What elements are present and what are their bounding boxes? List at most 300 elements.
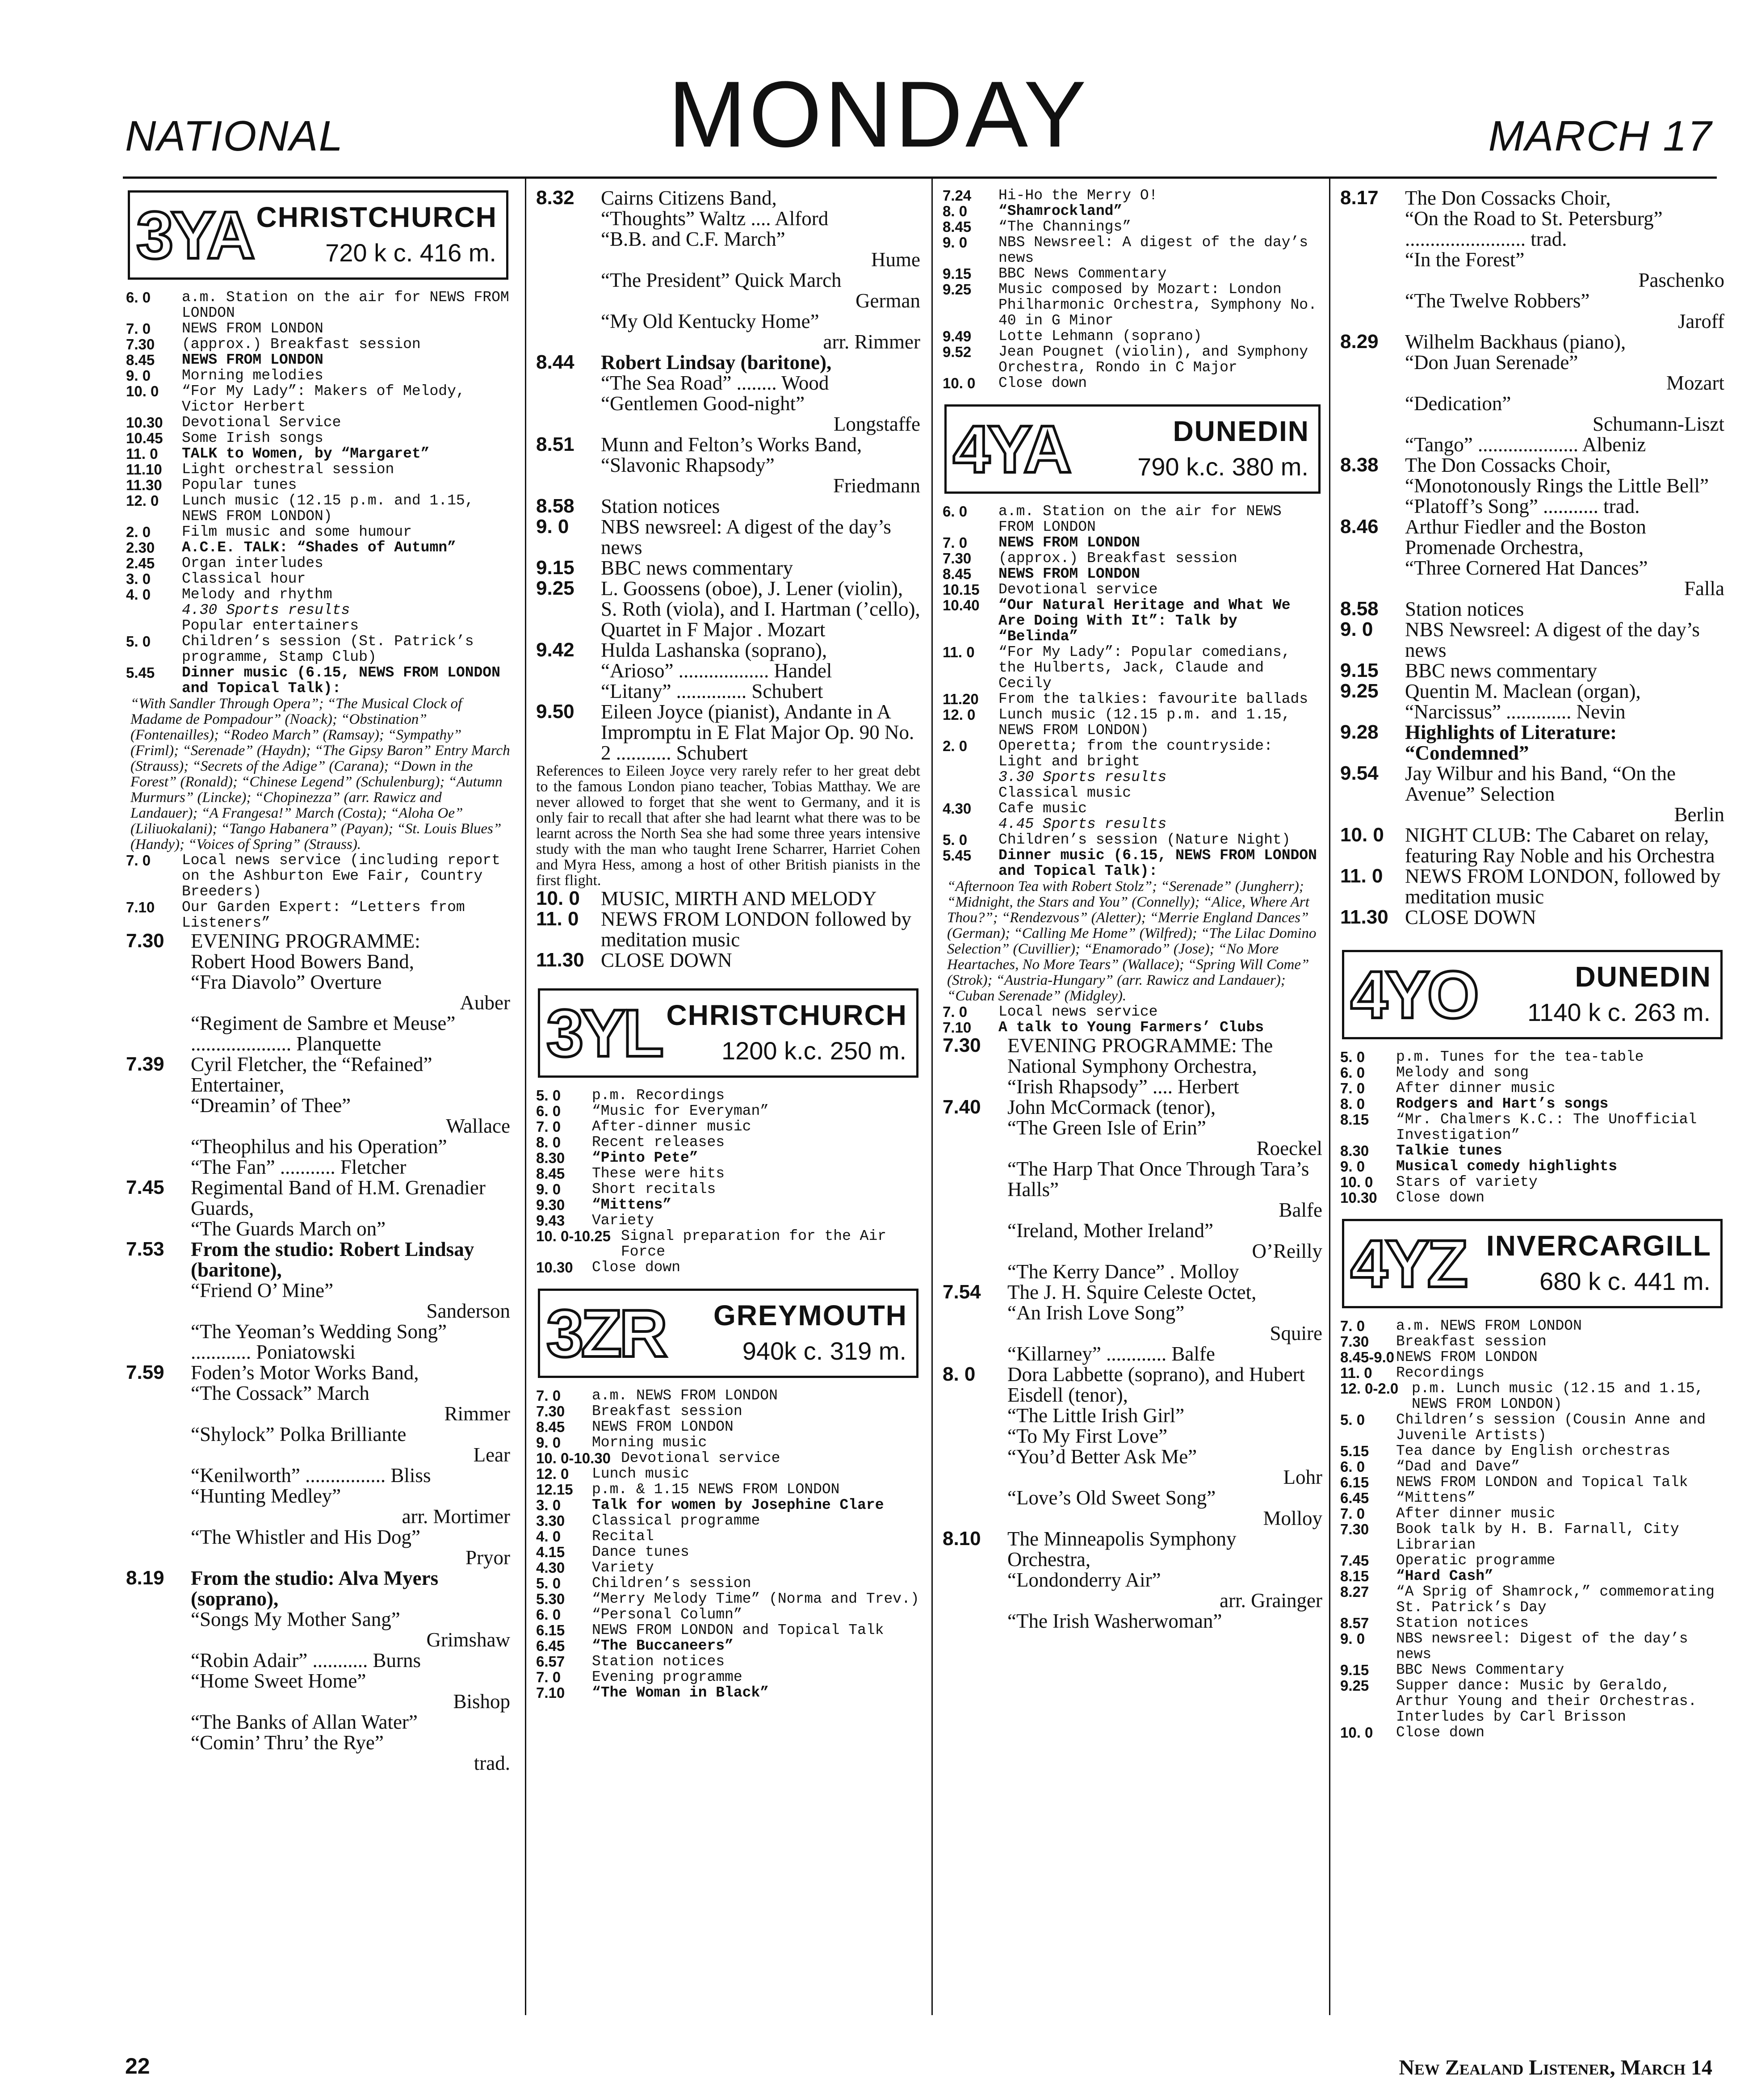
- column-2: [536, 188, 920, 2015]
- programme-item: [1340, 907, 1724, 928]
- programme-item: [536, 434, 920, 455]
- listing-text: Breakfast session: [1396, 1333, 1547, 1350]
- listing-text: 6. 0: [943, 503, 968, 520]
- listing-text: 7. 0: [1340, 1318, 1365, 1334]
- listing-text: 7. 0: [536, 1387, 561, 1404]
- listing-text: 4.30: [943, 800, 972, 817]
- listing-text: Film music and some humour: [182, 524, 412, 540]
- listing-text: Classical music: [998, 785, 1132, 801]
- listing-text: 7.30: [943, 1034, 981, 1056]
- programme-item: [126, 1177, 510, 1218]
- listing-text: 9.25: [943, 281, 972, 298]
- listing-text: 7.30: [536, 1403, 565, 1420]
- listing-text: “You’d Better Ask Me”: [1007, 1445, 1197, 1468]
- listing-text: 8.45: [536, 1165, 565, 1182]
- listing-text: 9.30: [536, 1197, 565, 1213]
- listing-text: Regimental Band of H.M. Grenadier Guards,: [191, 1176, 486, 1219]
- listing-text: “The Harp That Once Through Tara’s Halls”: [1007, 1158, 1309, 1201]
- listing: [536, 1669, 920, 1685]
- listing-text: “The President” Quick March: [601, 269, 842, 291]
- listing-text: “Theophilus and his Operation”: [191, 1135, 447, 1158]
- listing-text: 8.57: [1340, 1615, 1369, 1631]
- listing: [126, 634, 510, 665]
- listing-text: Our Garden Expert: “Letters from Listeners”: [182, 899, 465, 931]
- listing-text: 7.10: [126, 899, 155, 916]
- listing-text: 8.10: [943, 1528, 981, 1550]
- listing-text: 7.30: [126, 930, 164, 952]
- listing-text: Cafe music: [998, 800, 1087, 817]
- station-box-3ya: [128, 190, 508, 280]
- page-number: 22: [125, 2054, 150, 2079]
- listing-text: 9. 0: [126, 367, 151, 384]
- station-frequency: 1140 k c. 263 m.: [1527, 998, 1711, 1026]
- listing-text: “The Fan” ........... Fletcher: [191, 1156, 407, 1178]
- listing-text: 9.25: [1340, 1677, 1369, 1694]
- station-box-4ya: [944, 404, 1321, 494]
- listing-text: 9.15: [943, 265, 972, 282]
- listing-text: 7. 0: [536, 1669, 561, 1685]
- publication-footer: New Zealand Listener, March 14: [1399, 2056, 1712, 2079]
- listing: [943, 1020, 1322, 1035]
- listing-text: Morning melodies: [182, 367, 323, 384]
- listing: [943, 235, 1322, 266]
- listing-text: “Irish Rhapsody” .... Herbert: [1007, 1075, 1239, 1098]
- listing-text: The Don Cossacks Choir,: [1405, 188, 1611, 209]
- listing-text: arr. Rimmer: [823, 331, 920, 353]
- listing: [1340, 1725, 1724, 1740]
- listing-text: 9. 0: [1340, 1158, 1365, 1175]
- listing-text: German: [855, 290, 920, 312]
- programme-item: [1340, 866, 1724, 907]
- programme-item: [943, 1529, 1322, 1570]
- listing: [943, 1004, 1322, 1020]
- dinner-music-list: “Afternoon Tea with Robert Stolz”; “Serenade” (Jungherr); “Midnight, the Stars and You” (Connelly); “Alice, Where Art Thou?”; “Rendezvous” (Aletter); “Merrie England Dances” (German); “Calling Me Home” (Wilfred); “The Lilac Domino Selection” (Cuvillier); “Enamorado” (Jose); “No More Heartaches, No More Tears” (Wallace); “Spring Will Come” (Strok); “Austria-Hungary” (arr. Rawicz and Landauer); “Cuban Serenade” (Midgley).: [947, 878, 1317, 1004]
- listing-note: [126, 618, 510, 634]
- listing-text: NEWS FROM LONDON: [182, 320, 323, 337]
- listing-text: 7. 0: [1340, 1080, 1365, 1096]
- listing: [943, 801, 1322, 816]
- listing-text: arr. Grainger: [1220, 1589, 1322, 1612]
- listing-text: 9.15: [536, 557, 574, 579]
- listing-text: 8.45-9.0: [1340, 1349, 1395, 1365]
- listing: [126, 352, 510, 368]
- listing-text: NEWS FROM LONDON: [1396, 1349, 1538, 1365]
- listing-text: “Merry Melody Time” (Norma and Trev.): [592, 1591, 919, 1607]
- listing: [1340, 1143, 1724, 1159]
- listing: [126, 853, 510, 899]
- station-call-sign: 3ZR: [546, 1296, 665, 1371]
- listing-text: 9. 0: [1340, 618, 1373, 640]
- listing-text: 6.45: [536, 1638, 565, 1654]
- listing-text: EVENING PROGRAMME: The National Symphony Orchestra,: [1007, 1034, 1273, 1077]
- listing: [1340, 1412, 1724, 1443]
- listing-text: 9.50: [536, 701, 574, 722]
- listing: [536, 1450, 920, 1466]
- listing-text: “Kenilworth” ................ Bliss: [191, 1464, 431, 1487]
- programme-item: [943, 1097, 1322, 1117]
- station-city: GREYMOUTH: [713, 1299, 907, 1331]
- reference-note: References to Eileen Joyce very rarely refer to her great debt to the famous London piano teacher, Tobias Matthay. We are never allowed to forget that she went to Germany, and it is only fair to recall that after she had learnt what there was to be learnt across the North Sea she had some three years intensive study with the man who taught Irene Scharrer, Harriet Cohen and Myra Hess, among a host of other British pianists in the first flight.: [536, 763, 920, 889]
- listing-text: 8.30: [536, 1150, 565, 1166]
- listing-text: 11. 0: [126, 445, 158, 462]
- listing: [536, 1197, 920, 1213]
- day-title: MONDAY: [668, 62, 1089, 167]
- listing-text: “Three Cornered Hat Dances”: [1405, 557, 1648, 579]
- listing-text: O’Reilly: [1252, 1240, 1322, 1262]
- listing-text: Foden’s Motor Works Band,: [191, 1361, 419, 1384]
- listing-text: 7.10: [943, 1019, 972, 1036]
- listing-note: [126, 602, 510, 618]
- listing-text: “Friend O’ Mine”: [191, 1279, 334, 1302]
- listing-text: Signal preparation for the Air Force: [621, 1228, 887, 1260]
- listing-text: 9.28: [1340, 721, 1379, 743]
- listing: [943, 550, 1322, 566]
- listing: [536, 1513, 920, 1529]
- listing-text: “Mr. Chalmers K.C.: The Unofficial Investigation”: [1396, 1111, 1697, 1143]
- listing: [126, 321, 510, 336]
- listing-text: 5. 0: [943, 832, 968, 848]
- programme-item: [943, 1364, 1322, 1405]
- listing-text: “Gentlemen Good-night”: [601, 392, 805, 415]
- listing-text: Impromptu in E Flat Major Op. 90 No. 2 ........... Schubert: [601, 721, 914, 764]
- listing-text: 8.45: [943, 566, 972, 582]
- listing-text: Hume: [871, 248, 920, 271]
- listing-text: 11.30: [536, 949, 584, 971]
- listing-text: 7.10: [536, 1684, 565, 1701]
- listing-text: 10.40: [943, 597, 980, 613]
- listing-text: Quentin M. Maclean (organ),: [1405, 680, 1641, 702]
- listing-text: “Love’s Old Sweet Song”: [1007, 1487, 1216, 1509]
- listing-text: Jaroff: [1677, 310, 1724, 332]
- listing-text: 5.15: [1340, 1443, 1369, 1459]
- listing-text: 6.45: [1340, 1490, 1369, 1506]
- listing-text: Devotional service: [998, 581, 1158, 598]
- listing-text: 8. 0: [943, 203, 968, 219]
- listing-text: “Shylock” Polka Brilliante: [191, 1423, 407, 1445]
- listing-text: “Londonderry Air”: [1007, 1569, 1161, 1591]
- listing-text: 8.58: [536, 495, 574, 517]
- listing-text: 8.38: [1340, 454, 1379, 476]
- listing-text: 4. 0: [126, 586, 151, 603]
- listing-text: Breakfast session: [592, 1403, 742, 1420]
- listing-text: “My Old Kentucky Home”: [601, 310, 819, 332]
- listing: [1340, 1568, 1724, 1584]
- listing: [1340, 1506, 1724, 1521]
- listing: [1340, 1365, 1724, 1381]
- listing-text: 7.24: [943, 188, 972, 204]
- listing-text: Eileen Joyce (pianist), Andante in A: [601, 701, 891, 723]
- programme-item: [1340, 681, 1724, 701]
- date-label: MARCH 17: [1488, 112, 1712, 160]
- listing: [536, 1228, 920, 1260]
- listing-text: 8.32: [536, 188, 574, 209]
- listing-text: 9.25: [1340, 680, 1379, 702]
- listing-note: [943, 785, 1322, 801]
- listing-text: 11.30: [1340, 906, 1388, 928]
- station-city: CHRISTCHURCH: [256, 201, 497, 233]
- station-box-4yz: [1342, 1219, 1723, 1308]
- listing-text: (approx.) Breakfast session: [998, 550, 1237, 567]
- listing-text: 8.15: [1340, 1568, 1369, 1584]
- listing-text: 7.40: [943, 1096, 981, 1118]
- programme-item: [536, 950, 920, 970]
- listing-text: 10. 0: [943, 375, 976, 391]
- programme-item: [943, 1282, 1322, 1302]
- listing-text: Roeckel: [1256, 1137, 1322, 1159]
- listing: [943, 266, 1322, 281]
- listing: [126, 368, 510, 383]
- listing-text: A.C.E. TALK: “Shades of Autumn”: [182, 539, 456, 556]
- listing: [536, 1388, 920, 1403]
- listing: [943, 738, 1322, 769]
- column-divider: [1329, 179, 1330, 2015]
- listing-text: “Dreamin’ of Thee”: [191, 1094, 351, 1117]
- programme-item: [126, 1362, 510, 1383]
- listing-text: “Mittens”: [592, 1197, 672, 1213]
- listing-text: 4.15: [536, 1544, 565, 1560]
- listing: [126, 336, 510, 352]
- listing: [943, 188, 1322, 203]
- listing-text: EVENING PROGRAMME:: [191, 930, 420, 952]
- listing: [943, 535, 1322, 550]
- listing-text: Cyril Fletcher, the “Refained” Entertainer,: [191, 1053, 432, 1096]
- listing-text: Robert Hood Bowers Band,: [191, 950, 414, 973]
- station-city: CHRISTCHURCH: [666, 999, 907, 1031]
- listing-text: 9. 0: [536, 1181, 561, 1197]
- listing-text: 6.15: [536, 1622, 565, 1638]
- listing-text: 3. 0: [126, 571, 151, 587]
- listing-text: 8.30: [1340, 1142, 1369, 1159]
- listing: [1340, 1678, 1724, 1725]
- listing-text: 4. 0: [536, 1528, 561, 1545]
- listing-text: 5. 0: [1340, 1049, 1365, 1065]
- listing-text: Book talk by H. B. Farnall, City Librarian: [1396, 1521, 1679, 1553]
- listing-text: 8.27: [1340, 1583, 1369, 1600]
- listing-text: “Dedication”: [1405, 392, 1511, 415]
- listing-text: “Mittens”: [1396, 1490, 1476, 1506]
- listing-text: “Hard Cash”: [1396, 1568, 1493, 1584]
- listing: [1340, 1631, 1724, 1662]
- listing-text: Jay Wilbur and his Band, “On the Avenue” Selection: [1405, 762, 1676, 805]
- listing-text: 6. 0: [1340, 1458, 1365, 1475]
- listing-text: Melody and song: [1396, 1064, 1529, 1081]
- programme-item: [1340, 660, 1724, 681]
- listing-text: 7. 0: [943, 1004, 968, 1020]
- listing-text: 9.42: [536, 639, 574, 661]
- programme-item: [536, 578, 920, 640]
- listing-text: Rimmer: [444, 1403, 510, 1425]
- listing: [943, 375, 1322, 391]
- programme-item: [536, 558, 920, 578]
- listing-text: “Robin Adair” ........... Burns: [191, 1649, 421, 1672]
- listing: [943, 344, 1322, 375]
- listing-text: Dance tunes: [592, 1544, 689, 1560]
- programme-item: [126, 1239, 510, 1280]
- listing-text: Children’s session: [592, 1575, 751, 1592]
- listing-text: 5. 0: [536, 1575, 561, 1592]
- listing-text: Auber: [460, 991, 510, 1014]
- listing: [536, 1622, 920, 1638]
- listing-text: 10.30: [126, 414, 163, 431]
- listing-text: Schumann-Liszt: [1593, 413, 1724, 435]
- listing-text: Station notices: [1405, 598, 1524, 620]
- station-frequency: 940k c. 319 m.: [742, 1337, 906, 1365]
- listing-text: Variety: [592, 1212, 654, 1229]
- listing: [1340, 1112, 1724, 1143]
- listing-text: “In the Forest”: [1405, 248, 1525, 271]
- listing: [126, 899, 510, 931]
- listing-text: 8.51: [536, 433, 574, 455]
- listing-text: 6. 0: [1340, 1064, 1365, 1081]
- listing-text: 11. 0: [943, 644, 975, 660]
- programme-item: [536, 352, 920, 373]
- listing-text: 7.53: [126, 1238, 164, 1260]
- listing-text: The J. H. Squire Celeste Octet,: [1007, 1281, 1257, 1303]
- listing-text: 11.20: [943, 691, 979, 707]
- programme-item: [1340, 619, 1724, 660]
- listing-text: After dinner music: [1396, 1080, 1556, 1096]
- listing-text: Light orchestral session: [182, 461, 394, 478]
- listing-text: “The Whistler and His Dog”: [191, 1526, 421, 1548]
- listing-text: 4.30 Sports results: [182, 602, 350, 618]
- listing-text: a.m. Station on the air for NEWS FROM LONDON: [182, 289, 509, 321]
- listing-text: “Fra Diavolo” Overture: [191, 971, 382, 993]
- listing-text: Recital: [592, 1528, 654, 1545]
- listing: [1340, 1553, 1724, 1568]
- listing: [536, 1088, 920, 1103]
- listing-text: “The Cossack” March: [191, 1382, 369, 1404]
- listing-text: 9.25: [536, 577, 574, 599]
- programme-item: [126, 931, 510, 951]
- listing: [943, 848, 1322, 879]
- station-call-sign: 4YA: [953, 412, 1069, 487]
- listing-text: From the talkies: favourite ballads: [998, 691, 1308, 707]
- programme-item: [1340, 763, 1724, 804]
- listing-text: “Killarney” ............ Balfe: [1007, 1343, 1215, 1365]
- listing-text: NEWS FROM LONDON followed by meditation music: [601, 908, 911, 951]
- listing: [943, 582, 1322, 597]
- listing-text: 11.30: [126, 477, 162, 493]
- listing-text: Operatic programme: [1396, 1552, 1556, 1569]
- listing: [126, 571, 510, 587]
- listing-text: 12. 0: [943, 706, 976, 723]
- listing-text: NBS Newsreel: A digest of the day’s news: [1405, 618, 1700, 661]
- listing-text: Classical hour: [182, 571, 306, 587]
- listing-text: Supper dance: Music by Geraldo, Arthur Young and their Orchestras. Interludes by Carl Brisson: [1396, 1677, 1697, 1725]
- listing-text: Close down: [1396, 1189, 1485, 1206]
- listing-text: “A Sprig of Shamrock,” commemorating St. Patrick’s Day: [1396, 1583, 1715, 1616]
- station-frequency: 790 k.c. 380 m.: [1137, 453, 1308, 481]
- listing-text: 8.29: [1340, 331, 1379, 353]
- listing-text: 3. 0: [536, 1497, 561, 1513]
- listing: [1340, 1443, 1724, 1459]
- listing: [1340, 1318, 1724, 1334]
- listing-text: “Personal Column”: [592, 1606, 742, 1623]
- listing-text: Tea dance by English orchestras: [1396, 1443, 1670, 1459]
- listing-text: “Dad and Dave”: [1396, 1458, 1520, 1475]
- listing-text: 5. 0: [536, 1087, 561, 1104]
- listing-text: Organ interludes: [182, 555, 323, 571]
- listing-text: Arthur Fiedler and the Boston Promenade Orchestra,: [1405, 516, 1646, 559]
- listing-text: 7.59: [126, 1361, 164, 1383]
- listing-text: Dinner music (6.15, NEWS FROM LONDON and Topical Talk):: [998, 847, 1317, 879]
- listing-text: After dinner music: [1396, 1505, 1556, 1522]
- listing: [536, 1685, 920, 1701]
- listing-text: “The Sea Road” ........ Wood: [601, 372, 829, 394]
- listing-text: From the studio: Robert Lindsay (baritone),: [191, 1238, 474, 1281]
- listing-text: NEWS FROM LONDON, followed by meditation music: [1405, 865, 1721, 908]
- listing-text: 9. 0: [536, 1434, 561, 1451]
- listing: [126, 477, 510, 493]
- listing-text: 5.45: [126, 664, 155, 681]
- listing: [126, 524, 510, 540]
- listing-text: 7. 0: [126, 320, 151, 337]
- listing-text: “The Kerry Dance” . Molloy: [1007, 1260, 1239, 1283]
- listing-text: NBS newsreel: A digest of the day’s news: [601, 516, 891, 559]
- listing-text: 5.45: [943, 847, 972, 864]
- listing: [943, 691, 1322, 707]
- listing-text: “An Irish Love Song”: [1007, 1302, 1185, 1324]
- listing-text: “Monotonously Rings the Little Bell”: [1405, 475, 1709, 497]
- listing: [1340, 1049, 1724, 1065]
- listing: [536, 1654, 920, 1669]
- station-box-3zr: [538, 1289, 918, 1378]
- station-box-3yl: [538, 988, 918, 1078]
- listing-text: 7.54: [943, 1281, 981, 1303]
- listing-text: Lear: [473, 1444, 510, 1466]
- listing-text: 11. 0: [1340, 1365, 1372, 1381]
- listing: [536, 1638, 920, 1654]
- station-box-4yo: [1342, 950, 1723, 1039]
- listing-text: Station notices: [592, 1653, 725, 1670]
- listing-text: Talkie tunes: [1396, 1142, 1502, 1159]
- listing-text: The Don Cossacks Choir,: [1405, 454, 1611, 476]
- listing-text: NIGHT CLUB: The Cabaret on relay, featuring Ray Noble and his Orchestra: [1405, 824, 1715, 867]
- listing-text: Lunch music (12.15 p.m. and 1.15, NEWS FROM LONDON): [998, 706, 1291, 739]
- listing-text: 10. 0-10.25: [536, 1228, 611, 1244]
- listing-text: Balfe: [1279, 1199, 1322, 1221]
- listing-text: 10. 0: [1340, 824, 1384, 846]
- listing-text: 12. 0: [126, 492, 159, 509]
- programme-item: [126, 1568, 510, 1609]
- listing-text: BBC news commentary: [1405, 659, 1597, 682]
- listing: [126, 415, 510, 430]
- listing: [1340, 1662, 1724, 1678]
- listing-text: “Platoff’s Song” ........... trad.: [1405, 495, 1640, 517]
- listing-text: 8.15: [1340, 1111, 1369, 1128]
- listing-text: 9.52: [943, 344, 972, 360]
- listing-text: L. Goossens (oboe), J. Lener (violin), S. Roth (viola), and I. Hartman (’cello), Quartet in F Major . Mozart: [601, 577, 920, 641]
- listing-text: 12. 0: [536, 1466, 569, 1482]
- listing-text: a.m. NEWS FROM LONDON: [1396, 1318, 1582, 1334]
- listing-text: 9.15: [1340, 659, 1379, 681]
- listing: [536, 1213, 920, 1228]
- listing-text: Operetta; from the countryside: Light and bright: [998, 738, 1273, 770]
- listing-text: BBC News Commentary: [998, 265, 1167, 282]
- listing-text: Local news service: [998, 1004, 1158, 1020]
- programme-item: [536, 701, 920, 722]
- listing-text: MUSIC, MIRTH AND MELODY: [601, 887, 877, 910]
- programme-item: [126, 1054, 510, 1095]
- listing: [1340, 1174, 1724, 1190]
- listing-text: (approx.) Breakfast session: [182, 336, 421, 353]
- listing-text: 8. 0: [536, 1134, 561, 1151]
- listing: [943, 281, 1322, 328]
- listing-text: 7. 0: [943, 534, 968, 551]
- programme-item: [536, 640, 920, 660]
- station-city: DUNEDIN: [1173, 415, 1309, 447]
- listing-text: 7.30: [126, 336, 155, 353]
